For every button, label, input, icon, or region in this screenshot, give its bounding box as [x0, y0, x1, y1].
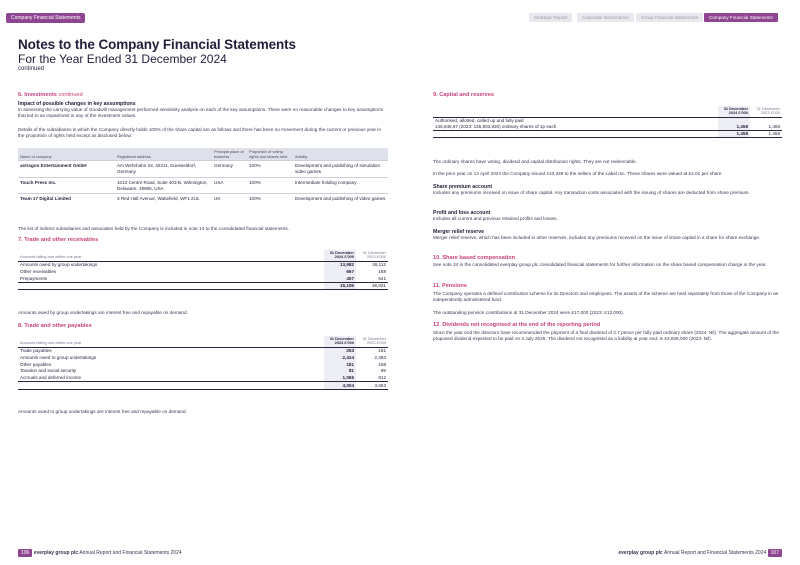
col-proportion: Proportion of voting rights and shares held — [247, 148, 293, 161]
col-2023: 31 December 2023 £'000 — [356, 250, 388, 261]
cell-activity: Development and publishing of simulation video games — [293, 161, 388, 177]
payables-note: Amounts owed to group undertakings are interest free and repayable on demand. — [18, 409, 187, 414]
table-header-row — [18, 250, 388, 261]
col-2024: 31 December 2024 £'000 — [324, 250, 356, 261]
total-row — [433, 130, 782, 138]
table-row — [18, 275, 388, 282]
share-compensation-text: See note 24 in the consolidated everplay group plc consolidated financial statements for further information on the share based compensation charge in the year. — [433, 262, 767, 267]
row-label: Authorised, allotted, called up and fully paid — [435, 118, 524, 124]
pension-contributions-text: The outstanding pension contributions at 31 December 2024 were £17,000 (2023: £13,000). — [433, 310, 625, 315]
total-2024: 4,004 — [324, 382, 356, 390]
due-within-one-year-label: Amounts falling due within one year — [18, 336, 324, 347]
prior-year-issue-text: In the prior year on 13 April 2023 the Company issued 210,349 to the sellers of the Label Inc. These shares were valued at £4.01 per share. — [433, 171, 723, 176]
cell-company: Touch Press Inc. — [18, 177, 115, 193]
section-tag: Company Financial Statements — [6, 13, 85, 23]
value-2024: 457 — [324, 275, 356, 282]
section-7-heading: 7. Trade and other receivables — [18, 237, 99, 243]
merger-relief-text: Merger relief reserve, which has been included in other reserves, includes any premiums received on the issue of share capital in a share for share exchange. — [433, 235, 761, 240]
table-row — [18, 268, 388, 275]
value-2024: 181 — [324, 361, 356, 368]
table-row — [18, 374, 388, 381]
table-header-row — [433, 106, 782, 117]
ordinary-shares-text: The ordinary shares have voting, dividend and capital distribution rights. They are not redeemable. — [433, 159, 637, 164]
table-row — [18, 361, 388, 368]
table-row — [18, 161, 388, 177]
table-row — [18, 347, 388, 354]
receivables-table — [18, 250, 388, 290]
section-6-heading — [18, 92, 83, 98]
section-12-heading: 12. Dividends not recognised at the end of the reporting period — [433, 322, 601, 328]
cell-address: Am Wehrhahn 33, 40211, Duesseldorf, Germany — [115, 161, 212, 177]
section-6-continued: continued — [58, 92, 83, 98]
nav-tab-company-financial-statements[interactable]: Company Financial Statements — [704, 13, 778, 22]
total-2024: 1,458 — [718, 130, 750, 138]
capital-table — [433, 106, 782, 138]
cell-activity: Development and publishing of video games — [293, 194, 388, 204]
cell-address: 1013 Centre Road, Suite 403-B, Wilmington, Delaware, 19805, USA — [115, 177, 212, 193]
value-2024: 1,458 — [718, 117, 750, 130]
nav-tab-group-financial-statements[interactable]: Group Financial Statements — [636, 13, 703, 22]
cell-activity: Intermediate holding company — [293, 177, 388, 193]
profit-loss-text: Includes all current and previous retained profits and losses. — [433, 216, 558, 221]
row-label: Accruals and deferred income — [20, 374, 82, 380]
row-label: Trade payables — [20, 348, 52, 354]
key-assumptions-heading: Impact of possible changes in key assumptions — [18, 101, 136, 107]
share-premium-text: Includes any premiums received on issue of share capital. Any transaction costs associated with the issuing of shares are deducted from share premium. — [433, 190, 750, 195]
footer-right — [618, 550, 782, 556]
section-10-heading: 10. Share based compensation — [433, 255, 516, 261]
page-number-left: 106 — [18, 549, 32, 557]
value-2024: 1,065 — [324, 374, 356, 381]
merger-relief-heading: Merger relief reserve — [433, 229, 485, 235]
col-2024: 31 December 2024 £'000 — [718, 106, 750, 117]
value-2023: 2,383 — [374, 354, 386, 360]
continued-label: continued — [18, 66, 45, 72]
share-premium-heading: Share premium account — [433, 184, 493, 190]
col-activity: Activity — [293, 148, 388, 161]
profit-loss-heading: Profit and loss account — [433, 210, 491, 216]
cell-place: Germany — [212, 161, 247, 177]
footer-brand: everplay group plc — [33, 550, 79, 556]
table-row — [18, 177, 388, 193]
table-row — [18, 354, 388, 361]
col-registered-address: Registered address — [115, 148, 212, 161]
value-2023: 168 — [378, 268, 386, 274]
total-row — [18, 282, 388, 290]
cell-place: USA — [212, 177, 247, 193]
section-6-title: 6. Investments — [18, 92, 57, 98]
cell-company: astragon Entertainment GmbH — [18, 161, 115, 177]
value-2023: 191 — [378, 348, 386, 354]
col-2024: 31 December 2024 £'000 — [324, 336, 356, 347]
value-2023: 36,112 — [372, 262, 386, 268]
value-2024: 253 — [324, 347, 356, 354]
table-row — [18, 368, 388, 375]
indirect-subsidiaries-note: The list of indirect subsidiaries and associates held by the Company is included in note 13 to the consolidated financial statements. — [18, 226, 289, 231]
table-row — [433, 117, 782, 130]
section-9-heading: 9. Capital and reserves — [433, 92, 494, 98]
col-2023: 31 December 2023 £'000 — [750, 106, 782, 117]
section-8-heading: 8. Trade and other payables — [18, 323, 92, 329]
due-within-one-year-label: Amounts falling due within one year — [18, 250, 324, 261]
section-11-heading: 11. Pensions — [433, 283, 467, 289]
cell-proportion: 100% — [247, 161, 293, 177]
value-2023: 812 — [378, 374, 386, 380]
row-label: Other payables — [20, 361, 52, 367]
footer-doc-title: Annual Report and Financial Statements 2024 — [79, 550, 182, 556]
value-2024: 13,982 — [324, 261, 356, 268]
row-label: Prepayments — [20, 275, 48, 281]
cell-address: 3 Red Hall Avenue, Wakefield, WF1 2UL — [115, 194, 212, 204]
col-2023: 31 December 2023 £'000 — [356, 336, 388, 347]
value-2023: 541 — [378, 275, 386, 281]
table-header-row — [18, 148, 388, 161]
payables-table — [18, 336, 388, 390]
cell-place: UK — [212, 194, 247, 204]
key-assumptions-text: In assessing the carrying value of Goodwill management performed sensitivity analysis on each of the key assumptions. There were no reasonable changes to key assumptions that led to an impairment in any of the investment values. — [18, 107, 383, 119]
value-2023: 188 — [378, 361, 386, 367]
footer-left — [18, 550, 182, 556]
table-row — [18, 261, 388, 268]
subsidiaries-table — [18, 148, 388, 204]
row-label: Taxation and social security — [20, 368, 77, 374]
table-header-row — [18, 336, 388, 347]
table-row — [18, 194, 388, 204]
page-number-right: 107 — [768, 549, 782, 557]
footer-brand: everplay group plc — [618, 550, 663, 556]
total-2024: 15,106 — [324, 282, 356, 290]
row-label-detail: 145,846,67 (2023: 145,803,820) ordinary shares of 1p each — [435, 123, 557, 129]
footer-doc-title: Annual Report and Financial Statements 2024 — [663, 550, 767, 556]
receivables-note: Amounts owed by group undertakings are interest free and repayable on demand. — [18, 310, 188, 315]
value-2024: 81 — [324, 368, 356, 375]
nav-tab-corporate-governance[interactable]: Corporate Governance — [577, 13, 634, 22]
total-2023: 36,821 — [356, 282, 388, 290]
page-subtitle: For the Year Ended 31 December 2024 — [18, 52, 227, 66]
value-2024: 667 — [324, 268, 356, 275]
cell-proportion: 100% — [247, 177, 293, 193]
col-principal-place: Principal place of business — [212, 148, 247, 161]
row-label: Amounts owed by group undertakings — [20, 262, 98, 268]
value-2023: 89 — [380, 368, 386, 374]
page-title: Notes to the Company Financial Statements — [18, 37, 296, 52]
pensions-text: The Company operates a defined contribution scheme for its Directors and employees. The assets of the scheme are held separately from those of the Company in an independently administered fund. — [433, 291, 779, 303]
cell-proportion: 100% — [247, 194, 293, 204]
value-2024: 2,424 — [324, 354, 356, 361]
value-2023: 1,458 — [768, 123, 780, 129]
row-label: Amounts owed to group undertakings — [20, 354, 97, 360]
subsidiaries-text: Details of the subsidiaries in which the Company directly holds 100% of the share capital are as follows and there has been no movement during the current or previous year in the proportion of rights held except as disclosed below: — [18, 127, 381, 139]
total-2023: 3,663 — [356, 382, 388, 390]
row-label: Other receivables — [20, 268, 57, 274]
total-row — [18, 382, 388, 390]
cell-company: Team 17 Digital Limited — [18, 194, 115, 204]
nav-tab-strategic-report[interactable]: Strategic Report — [529, 13, 572, 22]
dividends-text: Since the year end the directors have recommended the payment of a final dividend of 2.7 pence per fully paid ordinary share (2024: Nil). The aggregate amount of the proposed dividend expected to be paid on 4 July 2025. The dividend not recognised as a liability at year end, is £3,928,000 (2023: Nil). — [433, 330, 779, 342]
total-2023: 1,458 — [750, 130, 782, 138]
col-name-of-company: Name of company — [18, 148, 115, 161]
